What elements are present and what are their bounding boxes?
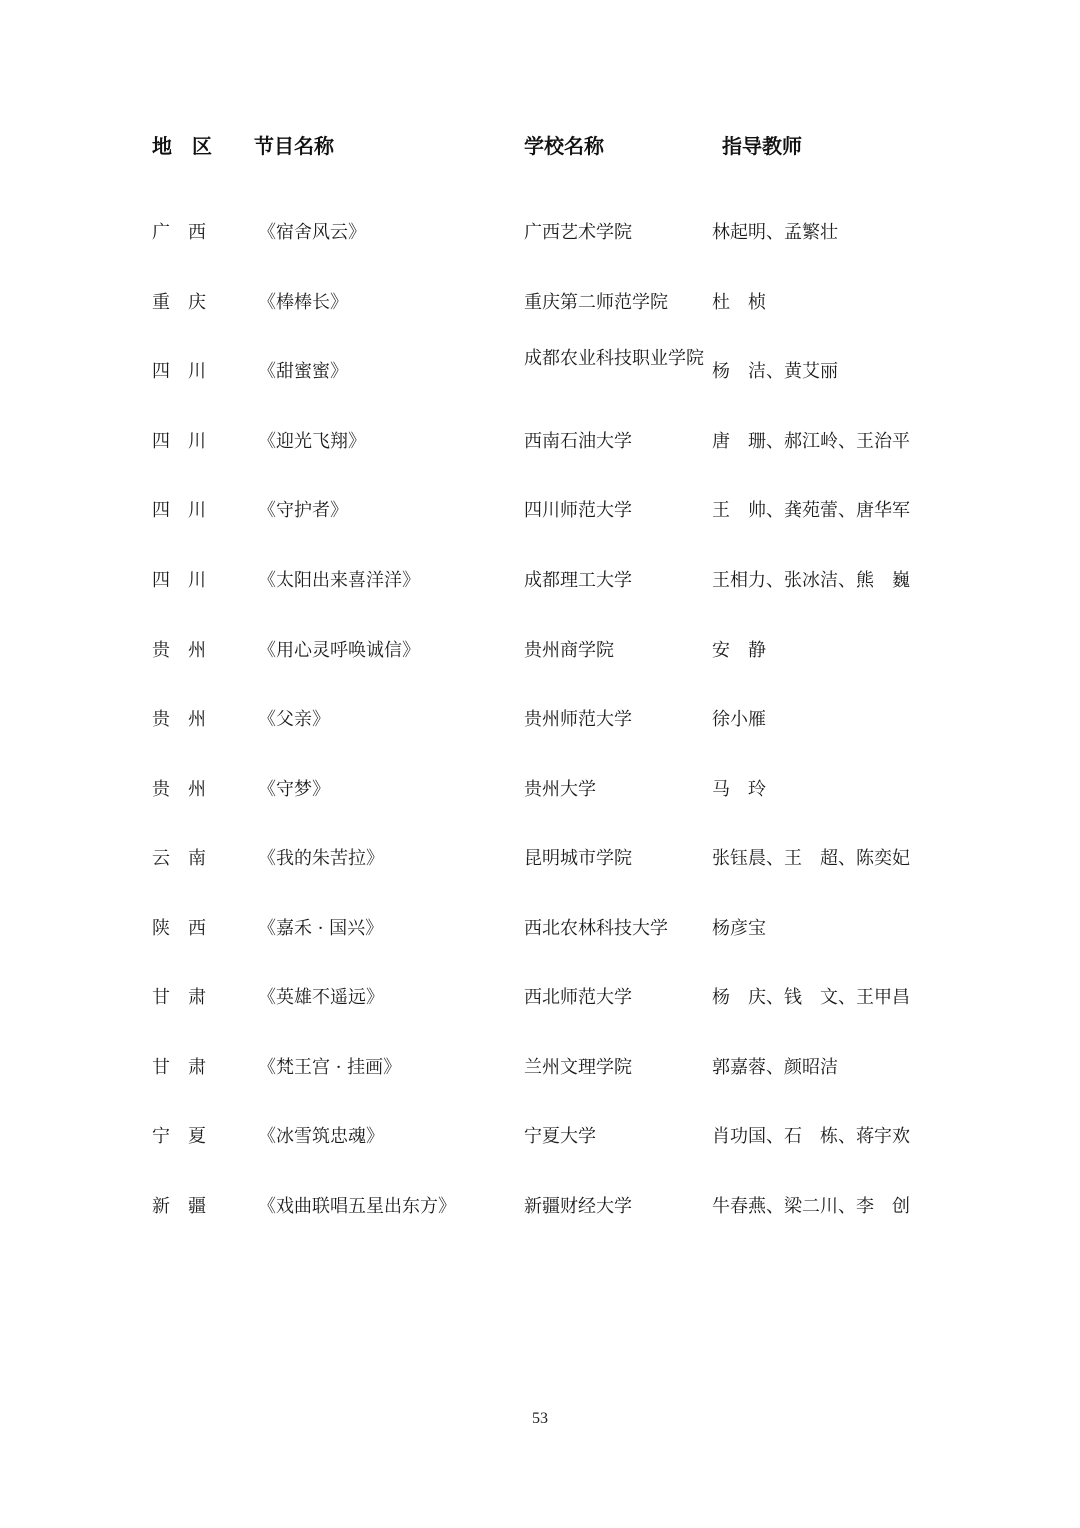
- teacher-cell: 安 静: [712, 640, 766, 661]
- table-row: [0, 568, 1080, 608]
- region-cell: 广 西: [152, 222, 206, 243]
- table-row: [0, 1194, 1080, 1234]
- table-row: [0, 498, 1080, 538]
- teacher-cell: 王相力、张冰洁、熊 巍: [712, 570, 910, 591]
- program-cell: 《戏曲联唱五星出东方》: [258, 1196, 456, 1217]
- school-cell: 兰州文理学院: [524, 1057, 632, 1078]
- school-cell: 重庆第二师范学院: [524, 292, 668, 313]
- column-header-region: 地 区: [152, 134, 212, 158]
- teacher-cell: 牛春燕、梁二川、李 创: [712, 1196, 910, 1217]
- teacher-cell: 马 玲: [712, 779, 766, 800]
- table-row: [0, 916, 1080, 956]
- region-cell: 贵 州: [152, 779, 206, 800]
- region-cell: 宁 夏: [152, 1126, 206, 1147]
- program-cell: 《宿舍风云》: [258, 222, 366, 243]
- school-cell: 西南石油大学: [524, 431, 632, 452]
- table-row: [0, 429, 1080, 469]
- school-cell: 广西艺术学院: [524, 222, 632, 243]
- column-header-teacher: 指导教师: [722, 134, 802, 158]
- teacher-cell: 杜 桢: [712, 292, 766, 313]
- program-cell: 《棒棒长》: [258, 292, 348, 313]
- program-cell: 《英雄不遥远》: [258, 987, 384, 1008]
- program-cell: 《冰雪筑忠魂》: [258, 1126, 384, 1147]
- table-row: [0, 1124, 1080, 1164]
- program-cell: 《守梦》: [258, 779, 330, 800]
- region-cell: 甘 肃: [152, 1057, 206, 1078]
- school-cell: 贵州商学院: [524, 640, 614, 661]
- school-cell: 贵州大学: [524, 779, 596, 800]
- school-cell: 四川师范大学: [524, 500, 632, 521]
- teacher-cell: 郭嘉蓉、颜昭洁: [712, 1057, 838, 1078]
- region-cell: 重 庆: [152, 292, 206, 313]
- teacher-cell: 王 帅、龚苑蕾、唐华军: [712, 500, 910, 521]
- program-cell: 《父亲》: [258, 709, 330, 730]
- program-cell: 《迎光飞翔》: [258, 431, 366, 452]
- school-cell: 成都理工大学: [524, 570, 632, 591]
- program-cell: 《梵王宫 · 挂画》: [258, 1057, 402, 1078]
- school-cell: 贵州师范大学: [524, 709, 632, 730]
- teacher-cell: 林起明、孟繁壮: [712, 222, 838, 243]
- region-cell: 四 川: [152, 500, 206, 521]
- teacher-cell: 杨 庆、钱 文、王甲昌: [712, 987, 910, 1008]
- table-row: [0, 707, 1080, 747]
- table-row: [0, 348, 1080, 399]
- school-cell: 西北农林科技大学: [524, 918, 668, 939]
- program-cell: 《甜蜜蜜》: [258, 361, 348, 382]
- table-row: [0, 985, 1080, 1025]
- region-cell: 甘 肃: [152, 987, 206, 1008]
- region-cell: 云 南: [152, 848, 206, 869]
- program-cell: 《太阳出来喜洋洋》: [258, 570, 420, 591]
- region-cell: 四 川: [152, 431, 206, 452]
- school-cell: 宁夏大学: [524, 1126, 596, 1147]
- region-cell: 四 川: [152, 570, 206, 591]
- column-header-program: 节目名称: [254, 134, 334, 158]
- table-row: [0, 846, 1080, 886]
- school-cell: 昆明城市学院: [524, 848, 632, 869]
- school-cell: 成都农业科技职业学院: [524, 348, 704, 369]
- page-number: 53: [532, 1410, 548, 1427]
- teacher-cell: 唐 珊、郝江岭、王治平: [712, 431, 910, 452]
- region-cell: 贵 州: [152, 709, 206, 730]
- region-cell: 新 疆: [152, 1196, 206, 1217]
- teacher-cell: 肖功国、石 栋、蒋宇欢: [712, 1126, 910, 1147]
- teacher-cell: 张钰晨、王 超、陈奕妃: [712, 848, 910, 869]
- program-cell: 《嘉禾 · 国兴》: [258, 918, 384, 939]
- teacher-cell: 杨 洁、黄艾丽: [712, 361, 838, 382]
- region-cell: 陕 西: [152, 918, 206, 939]
- teacher-cell: 徐小雁: [712, 709, 766, 730]
- program-cell: 《我的朱苦拉》: [258, 848, 384, 869]
- region-cell: 贵 州: [152, 640, 206, 661]
- teacher-cell: 杨彦宝: [712, 918, 766, 939]
- program-cell: 《用心灵呼唤诚信》: [258, 640, 420, 661]
- column-header-school: 学校名称: [524, 134, 604, 158]
- school-cell: 新疆财经大学: [524, 1196, 632, 1217]
- table-row: [0, 1055, 1080, 1095]
- program-cell: 《守护者》: [258, 500, 348, 521]
- region-cell: 四 川: [152, 361, 206, 382]
- table-row: [0, 220, 1080, 260]
- table-row: [0, 290, 1080, 330]
- table-row: [0, 777, 1080, 817]
- table-row: [0, 638, 1080, 678]
- school-cell: 西北师范大学: [524, 987, 632, 1008]
